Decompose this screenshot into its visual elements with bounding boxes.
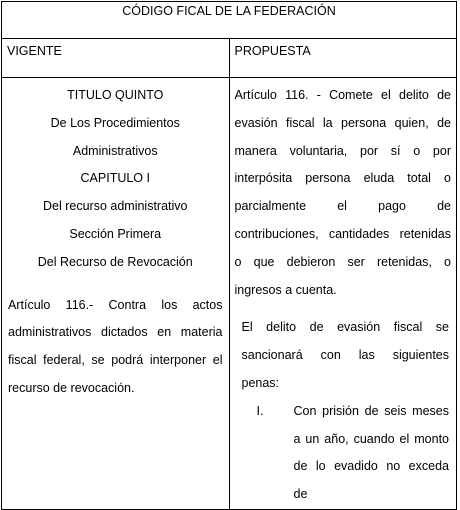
vigente-heading-block <box>2 78 229 277</box>
item-number: I. <box>256 403 264 418</box>
text-line: recurso de revocación. <box>8 380 135 395</box>
column-header-label: PROPUESTA <box>234 44 311 58</box>
text-line: contribuciones, cantidades retenidas <box>234 226 451 241</box>
text-line: Artículo 116. - Comete el delito de <box>234 88 451 102</box>
column-header-propuesta <box>229 39 457 78</box>
heading-line: Administrativos <box>72 143 158 158</box>
text-line: manera voluntaria, por sí o por <box>234 143 451 158</box>
text-line: de lo evadido no exceda <box>293 459 449 474</box>
text-line: administrativos dictados en materia <box>8 325 223 340</box>
text-line: evasión fiscal la persona quien, de <box>234 115 451 130</box>
text-line: a un año, cuando el monto <box>293 431 449 446</box>
heading-line: Del Recurso de Revocación <box>37 254 193 269</box>
text-line: fiscal federal, se podrá interponer el <box>8 353 223 368</box>
text-line: o que debieron ser retenidas, o <box>234 254 451 269</box>
propuesta-cell <box>229 78 457 510</box>
heading-line: Del recurso administrativo <box>43 199 188 214</box>
table-title-cell <box>2 2 457 39</box>
text-line: de <box>293 487 308 502</box>
text-line: interpósita persona eluda total o <box>234 171 451 186</box>
vigente-article-116 <box>2 277 229 403</box>
item-text <box>294 398 450 509</box>
text-line: ingresos a cuenta. <box>234 282 337 297</box>
text-line: Artículo 116.- Contra los actos <box>8 297 223 312</box>
propuesta-article-116 <box>230 78 457 304</box>
heading-line: TITULO QUINTO <box>67 88 164 102</box>
document-table <box>1 1 457 510</box>
text-line: sancionará con las siguientes <box>241 348 449 363</box>
heading-line: De Los Procedimientos <box>50 115 180 130</box>
column-header-label: VIGENTE <box>7 44 62 58</box>
propuesta-penalties-intro <box>230 304 457 397</box>
document-title: CÓDIGO FICAL DE LA FEDERACIÓN <box>122 4 336 18</box>
heading-line: CAPITULO I <box>80 171 150 186</box>
vigente-cell <box>2 78 230 510</box>
text-line: El delito de evasión fiscal se <box>241 320 449 335</box>
text-line: parcialmente el pago de <box>234 199 451 214</box>
text-line: penas: <box>241 375 280 390</box>
text-line: Con prisión de seis meses <box>293 403 449 418</box>
column-header-vigente <box>2 39 230 78</box>
heading-line: Sección Primera <box>69 226 162 241</box>
penalty-item-1 <box>230 398 457 509</box>
